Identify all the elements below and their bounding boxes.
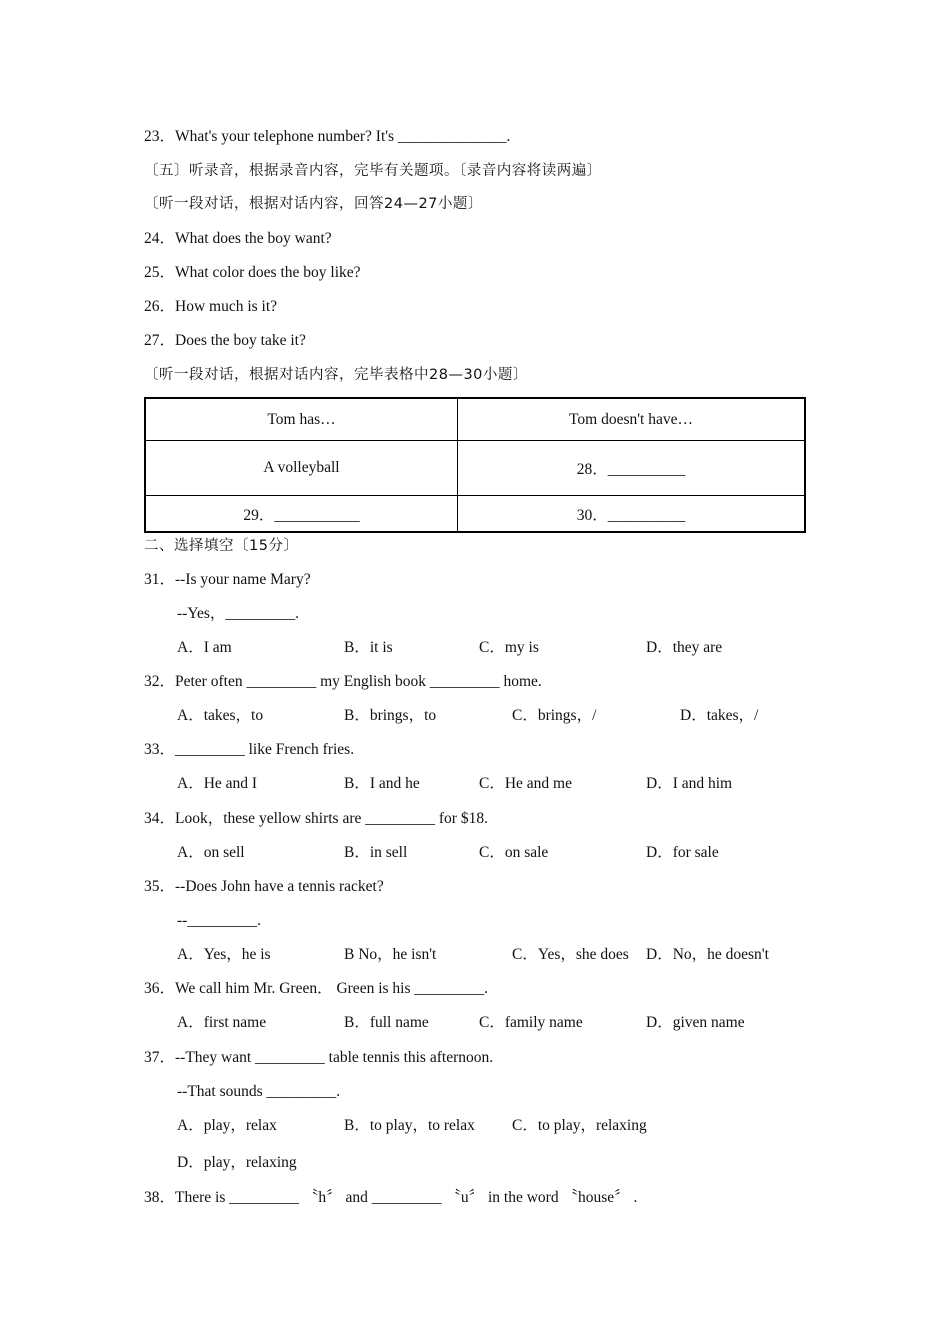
question-34: 34．Look，these yellow shirts are _________ for $18. [144,810,488,827]
section-2-title: 二、选择填空〔15分〕 [144,538,299,554]
question-31-line2: --Yes，_________. [177,605,300,622]
q35-option-a: A．Yes，he is [177,946,271,963]
header-tom-doesnt-have: Tom doesn't have… [458,398,806,441]
q37-option-b: B．to play，to relax [344,1117,475,1134]
cell-blank-29: 29．___________ [145,496,458,533]
question-26: 26．How much is it? [144,298,278,315]
header-tom-has: Tom has… [145,398,458,441]
q37-option-d: D．play，relaxing [177,1154,297,1171]
dialog-1-intro: 〔听一段对话，根据对话内容，回答24—27小题〕 [144,196,483,212]
q37-option-a: A．play，relax [177,1117,277,1134]
question-32: 32．Peter often _________ my English book _________ home. [144,673,542,690]
cell-blank-30: 30．__________ [458,496,806,533]
q34-option-c: C．on sale [479,844,549,861]
q31-option-c: C．my is [479,639,539,656]
question-37-line2: --That sounds _________. [177,1083,341,1100]
q37-option-c: C．to play，relaxing [512,1117,647,1134]
q33-option-d: D．I and him [646,775,733,792]
question-35-line2: --_________. [177,912,261,929]
q31-option-b: B．it is [344,639,393,656]
q35-option-c: C．Yes，she does [512,946,629,963]
q32-option-d: D．takes，/ [680,707,759,724]
q32-option-a: A．takes，to [177,707,264,724]
tom-table [144,397,806,533]
q32-option-c: C．brings，/ [512,707,597,724]
q35-option-d: D．No，he doesn't [646,946,769,963]
question-37: 37．--They want _________ table tennis this afternoon. [144,1049,494,1066]
question-38: 38．There is _________ 〝h〞 and _________ 〝u〞 in the word 〝house〞 . [144,1189,638,1206]
q36-option-d: D．given name [646,1014,745,1031]
q36-option-b: B．full name [344,1014,429,1031]
dialog-2-intro: 〔听一段对话，根据对话内容，完毕表格中28—30小题〕 [144,367,528,383]
q31-option-a: A．I am [177,639,232,656]
q33-option-c: C．He and me [479,775,572,792]
question-24: 24．What does the boy want? [144,230,332,247]
question-25: 25．What color does the boy like? [144,264,361,281]
cell-blank-28: 28．__________ [458,441,806,496]
q35-option-b: B No，he isn't [344,946,437,963]
question-33: 33．_________ like French fries. [144,741,355,758]
question-36: 36．We call him Mr. Green． Green is his _________. [144,980,488,997]
q32-option-b: B．brings，to [344,707,437,724]
question-23: 23．What's your telephone number? It's ______________. [144,128,511,145]
q36-option-c: C．family name [479,1014,583,1031]
q34-option-b: B．in sell [344,844,408,861]
cell-volleyball: A volleyball [145,441,458,496]
q31-option-d: D．they are [646,639,723,656]
question-27: 27．Does the boy take it? [144,332,306,349]
question-31: 31．--Is your name Mary? [144,571,311,588]
q34-option-d: D．for sale [646,844,719,861]
question-35: 35．--Does John have a tennis racket? [144,878,384,895]
q33-option-a: A．He and I [177,775,258,792]
q34-option-a: A．on sell [177,844,245,861]
section-5-title: 〔五〕听录音，根据录音内容，完毕有关题项。〔录音内容将读两遍〕 [144,163,602,179]
q36-option-a: A．first name [177,1014,267,1031]
q33-option-b: B．I and he [344,775,420,792]
